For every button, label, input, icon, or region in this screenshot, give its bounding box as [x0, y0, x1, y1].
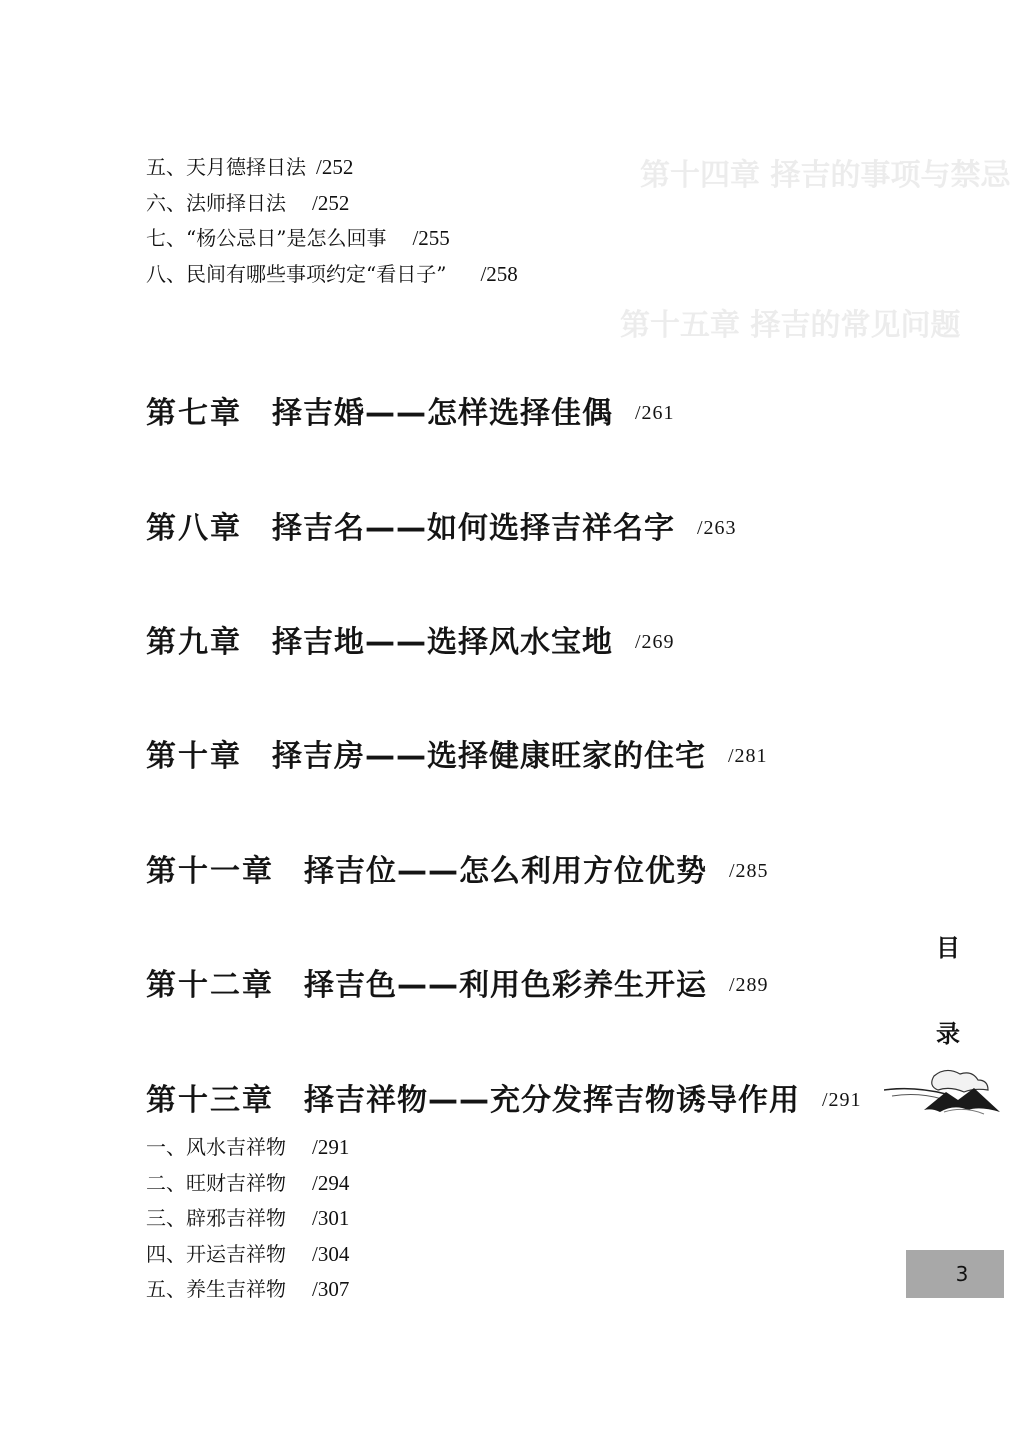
chapter-heading — [146, 960, 769, 1004]
chapter-number: 第九章 — [146, 625, 242, 660]
chapter-title: 择吉祥物——充分发挥吉物诱导作用 — [304, 1083, 800, 1118]
page-ref: /301 — [312, 1206, 350, 1230]
chapter-title: 择吉色——利用色彩养生开运 — [304, 968, 707, 1003]
chapter-number: 第七章 — [146, 396, 242, 431]
section-title: 七、“杨公忌日”是怎么回事 — [146, 226, 387, 250]
section-title: 五、天月德择日法 — [146, 155, 306, 179]
chapter-title: 择吉房——选择健康旺家的住宅 — [272, 739, 706, 774]
page-ref: /269 — [635, 631, 675, 653]
section-title: 八、民间有哪些事项约定“看日子” — [146, 261, 447, 286]
list-item — [146, 257, 518, 293]
list-item — [146, 150, 518, 186]
bleed-through-text: 第十四章 择吉的事项与禁忌 — [640, 158, 1011, 193]
chapter-heading — [146, 731, 768, 775]
side-label-mu: 目 — [936, 933, 960, 962]
section-title: 六、法师择日法 — [146, 190, 286, 215]
list-item — [146, 221, 518, 257]
page-ref: /291 — [822, 1089, 862, 1111]
page-ref: /307 — [312, 1277, 350, 1301]
bleed-through-text: 第十五章 择吉的常见问题 — [620, 308, 961, 343]
section-title: 五、养生吉祥物 — [146, 1277, 286, 1301]
chapter-heading — [146, 1075, 862, 1119]
list-item — [146, 1130, 349, 1166]
chapter-title: 择吉名——如何选择吉祥名字 — [272, 511, 675, 546]
page-ref: /255 — [412, 226, 450, 250]
page-number: 3 — [955, 1262, 969, 1286]
chapter-heading — [146, 388, 675, 432]
page-ref: /252 — [316, 155, 354, 179]
list-item — [146, 1272, 349, 1308]
section-list-bottom — [146, 1130, 349, 1308]
page-ref: /294 — [312, 1170, 350, 1195]
section-title: 四、开运吉祥物 — [146, 1241, 286, 1266]
chapter-heading — [146, 846, 769, 890]
page-ref: /258 — [480, 261, 518, 286]
chapter-title: 择吉婚——怎样选择佳偶 — [272, 396, 613, 431]
page-ref: /291 — [312, 1135, 350, 1159]
chapter-number: 第十一章 — [146, 854, 274, 889]
chapter-number: 第十章 — [146, 739, 242, 774]
page-ref: /304 — [312, 1241, 350, 1266]
page-ref: /252 — [312, 190, 350, 215]
list-item — [146, 1201, 349, 1237]
list-item — [146, 1166, 349, 1202]
chapter-title: 择吉位——怎么利用方位优势 — [304, 854, 707, 889]
chapter-heading — [146, 503, 737, 547]
section-title: 一、风水吉祥物 — [146, 1135, 286, 1159]
chapter-number: 第十二章 — [146, 968, 274, 1003]
chapter-title: 择吉地——选择风水宝地 — [272, 625, 613, 660]
mountain-cloud-ornament-icon — [884, 1066, 1002, 1132]
page-number-tab — [906, 1250, 1004, 1298]
page-ref: /263 — [697, 517, 737, 539]
section-title: 二、旺财吉祥物 — [146, 1170, 286, 1195]
page-ref: /281 — [728, 745, 768, 767]
chapter-heading — [146, 617, 675, 661]
side-label-lu: 录 — [936, 1019, 960, 1048]
page-ref: /285 — [729, 860, 769, 882]
section-list-top — [146, 150, 518, 292]
section-title: 三、辟邪吉祥物 — [146, 1206, 286, 1230]
page-ref: /261 — [635, 402, 675, 424]
chapter-number: 第十三章 — [146, 1083, 274, 1118]
page-ref: /289 — [729, 974, 769, 996]
chapter-number: 第八章 — [146, 511, 242, 546]
list-item — [146, 186, 518, 222]
list-item — [146, 1237, 349, 1273]
